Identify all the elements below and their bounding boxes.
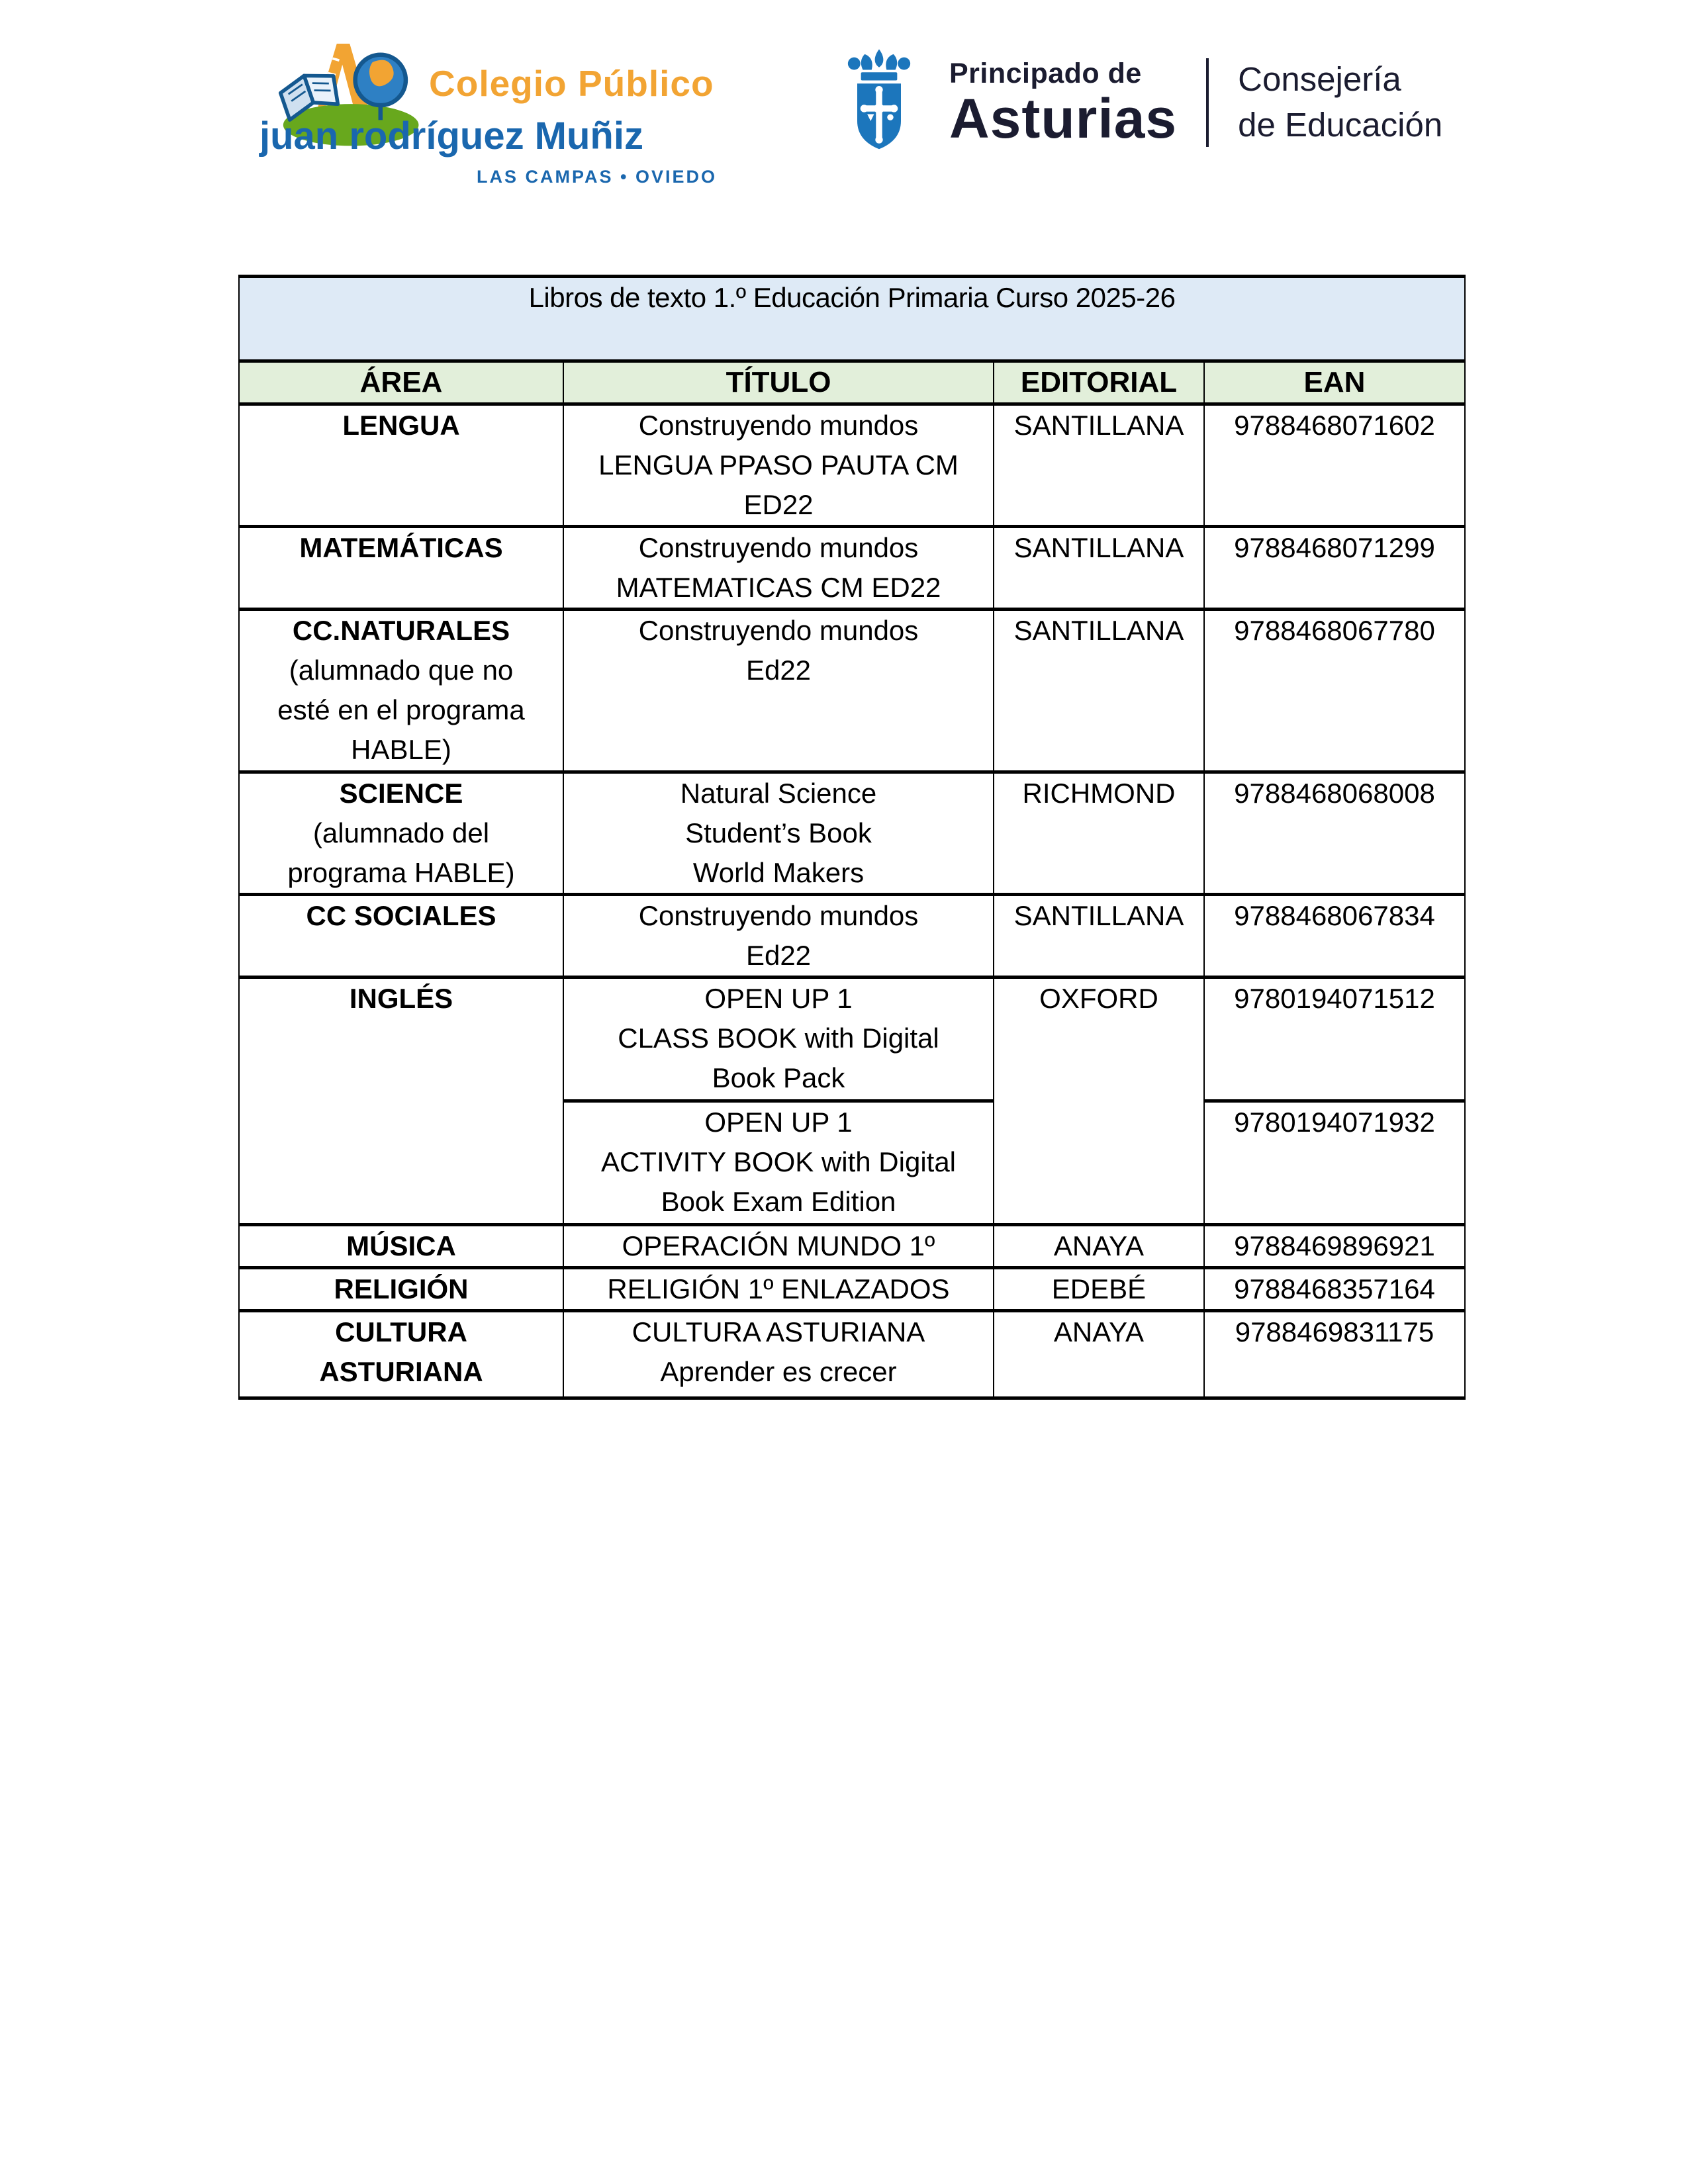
consejeria-text: Consejería xyxy=(1238,60,1401,99)
ean-cell: 9788469831175 xyxy=(1204,1311,1465,1398)
editorial-cell: SANTILLANA xyxy=(994,404,1204,527)
government-org-name xyxy=(949,58,1178,150)
editorial-cell: EDEBÉ xyxy=(994,1268,1204,1311)
titulo-cell: Natural Science Student’s Book World Makers xyxy=(563,772,994,895)
titulo-cell: Construyendo mundos Ed22 xyxy=(563,895,994,978)
table-row-sociales xyxy=(239,895,1465,978)
area-cell: RELIGIÓN xyxy=(239,1268,563,1311)
area-cell: CC SOCIALES xyxy=(239,895,563,978)
titulo-cell: CULTURA ASTURIANA Aprender es crecer xyxy=(563,1311,994,1398)
school-logo-text-location: LAS CAMPAS • OVIEDO xyxy=(477,167,717,187)
ean-cell: 9788469896921 xyxy=(1204,1225,1465,1268)
table-row-religion xyxy=(239,1268,1465,1311)
ean-cell: 9788468071299 xyxy=(1204,527,1465,610)
titulo-cell: Construyendo mundos LENGUA PPASO PAUTA CM ED22 xyxy=(563,404,994,527)
titulo-cell: OPEN UP 1 ACTIVITY BOOK with Digital Book Exam Edition xyxy=(563,1101,994,1225)
school-logo-text-colegio: Colegio Público xyxy=(429,63,714,104)
table-row-ingles-1 xyxy=(239,978,1465,1101)
editorial-cell: SANTILLANA xyxy=(994,610,1204,772)
table-row-matematicas xyxy=(239,527,1465,610)
table-row-science xyxy=(239,772,1465,895)
principado-de-text: Principado de xyxy=(949,58,1142,90)
titulo-cell: Construyendo mundos Ed22 xyxy=(563,610,994,772)
ean-cell: 9788468068008 xyxy=(1204,772,1465,895)
titulo-cell: RELIGIÓN 1º ENLAZADOS xyxy=(563,1268,994,1311)
school-logo-text-name: juan rodríguez Muñiz xyxy=(259,114,643,158)
editorial-cell: SANTILLANA xyxy=(994,895,1204,978)
table-row-lengua xyxy=(239,404,1465,527)
column-header-area: ÁREA xyxy=(239,361,563,404)
area-cell: INGLÉS xyxy=(239,978,563,1225)
school-logo xyxy=(259,25,717,191)
table-row-cultura-asturiana xyxy=(239,1311,1465,1398)
table-header-row xyxy=(239,361,1465,404)
editorial-cell: ANAYA xyxy=(994,1311,1204,1398)
column-header-editorial: EDITORIAL xyxy=(994,361,1204,404)
editorial-cell: SANTILLANA xyxy=(994,527,1204,610)
area-cell: CULTURA ASTURIANA xyxy=(239,1311,563,1398)
textbook-table xyxy=(238,275,1466,1400)
column-header-titulo: TÍTULO xyxy=(563,361,994,404)
ean-cell: 9788468067834 xyxy=(1204,895,1465,978)
area-cell: CC.NATURALES (alumnado que no esté en el programa HABLE) xyxy=(239,610,563,772)
asturias-shield-icon xyxy=(835,46,923,159)
titulo-cell: OPERACIÓN MUNDO 1º xyxy=(563,1225,994,1268)
area-cell: SCIENCE (alumnado del programa HABLE) xyxy=(239,772,563,895)
ean-cell: 9780194071932 xyxy=(1204,1101,1465,1225)
area-cell: MATEMÁTICAS xyxy=(239,527,563,610)
government-department xyxy=(1238,57,1442,148)
table-row-musica xyxy=(239,1225,1465,1268)
editorial-cell: OXFORD xyxy=(994,978,1204,1225)
ean-cell: 9788468357164 xyxy=(1204,1268,1465,1311)
table-title-row xyxy=(239,277,1465,361)
editorial-cell: ANAYA xyxy=(994,1225,1204,1268)
area-cell: LENGUA xyxy=(239,404,563,527)
government-logo xyxy=(835,41,1442,164)
titulo-cell: Construyendo mundos MATEMATICAS CM ED22 xyxy=(563,527,994,610)
column-header-ean: EAN xyxy=(1204,361,1465,404)
table-title: Libros de texto 1.º Educación Primaria Curso 2025-26 xyxy=(239,277,1465,361)
titulo-cell: OPEN UP 1 CLASS BOOK with Digital Book Pack xyxy=(563,978,994,1101)
ean-cell: 9780194071512 xyxy=(1204,978,1465,1101)
ean-cell: 9788468071602 xyxy=(1204,404,1465,527)
asturias-text: Asturias xyxy=(949,87,1178,150)
ean-cell: 9788468067780 xyxy=(1204,610,1465,772)
area-cell: MÚSICA xyxy=(239,1225,563,1268)
logo-divider xyxy=(1206,58,1209,147)
table-row-naturales xyxy=(239,610,1465,772)
de-educacion-text: de Educación xyxy=(1238,106,1443,144)
editorial-cell: RICHMOND xyxy=(994,772,1204,895)
